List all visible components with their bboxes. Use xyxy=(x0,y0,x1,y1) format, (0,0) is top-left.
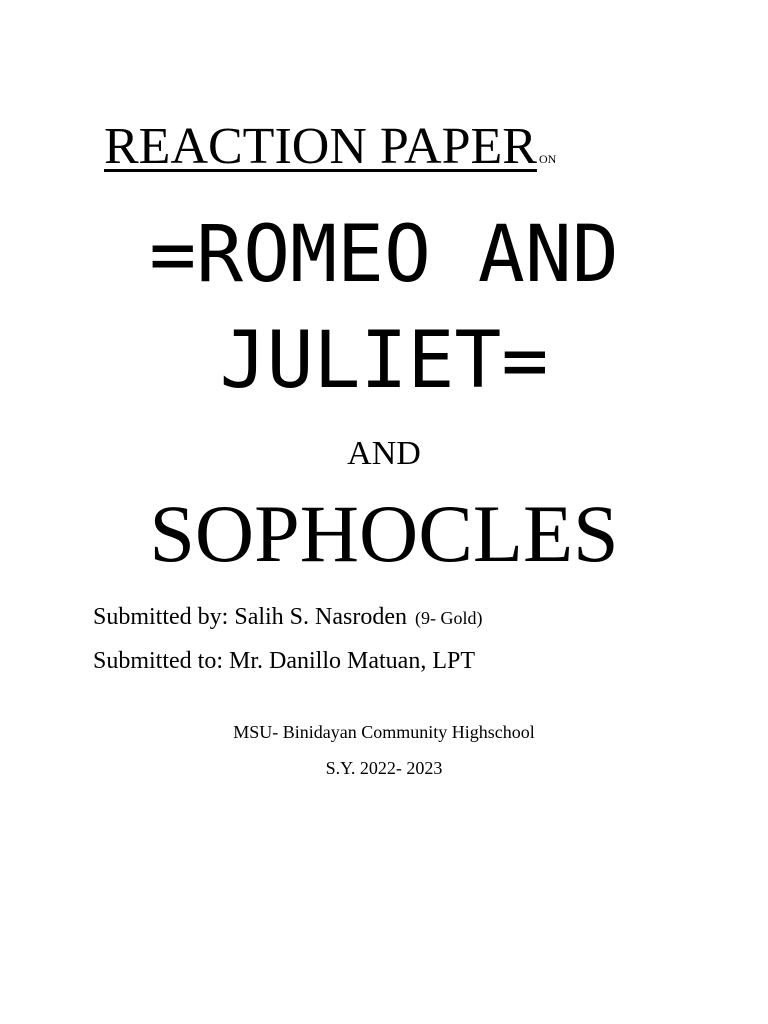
title-suffix: ON xyxy=(538,152,557,166)
submitted-by-text: Submitted by: Salih S. Nasroden xyxy=(93,604,407,630)
headline-line-1: =ROMEO AND xyxy=(149,210,619,300)
conjunction-text: AND xyxy=(347,435,421,472)
grade-section: (9- Gold) xyxy=(415,608,483,628)
headline-line-2: JULIET= xyxy=(219,316,549,406)
school-year: S.Y. 2022- 2023 xyxy=(325,758,443,778)
subtitle: SOPHOCLES xyxy=(149,488,619,579)
submitted-by-line xyxy=(93,602,482,633)
document-title: REACTION PAPER xyxy=(104,118,537,175)
school-name: MSU- Binidayan Community Highschool xyxy=(233,722,535,742)
submitted-to-line: Submitted to: Mr. Danillo Matuan, LPT xyxy=(93,648,475,674)
title-line xyxy=(104,117,556,177)
